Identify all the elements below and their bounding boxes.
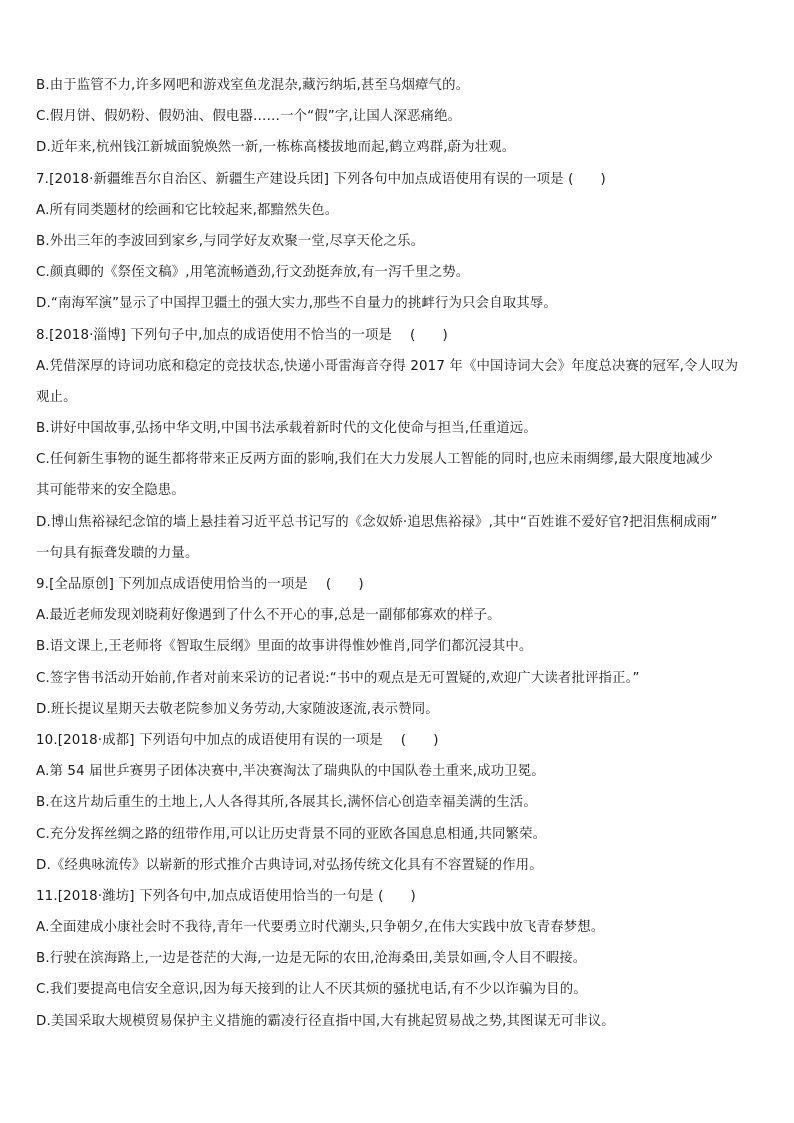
option-line: C.假月饼、假奶粉、假奶油、假电器……一个“假”字,让国人深恶痛绝。 xyxy=(36,109,462,125)
option-line-continued: 其可能带来的安全隐患。 xyxy=(36,483,185,499)
question-10-stem: 10.[2018·成都] 下列语句中加点的成语使用有误的一项是 ( ) xyxy=(36,732,439,748)
option-line: A.全面建成小康社会时不我待,青年一代要勇立时代潮头,只争朝夕,在伟大实践中放飞青春梦想。 xyxy=(36,920,605,936)
option-line: B.由于监管不力,许多网吧和游戏室鱼龙混杂,藏污纳垢,甚至乌烟瘴气的。 xyxy=(36,78,470,93)
option-line: B.讲好中国故事,弘扬中华文明,中国书法承载着新时代的文化使命与担当,任重道远。 xyxy=(36,421,537,437)
option-line: B.语文课上,王老师将《智取生辰纲》里面的故事讲得惟妙惟肖,同学们都沉浸其中。 xyxy=(36,639,533,655)
option-line: C.我们要提高电信安全意识,因为每天接到的让人不厌其烦的骚扰电话,有不少以诈骗为目的。 xyxy=(36,982,587,998)
option-line: C.颜真卿的《祭侄文稿》,用笔流畅遒劲,行文劲挺奔放,有一泻千里之势。 xyxy=(36,265,470,281)
option-line-continued: 一句具有振聋发聩的力量。 xyxy=(36,545,199,561)
option-line: C.任何新生事物的诞生都将带来正反两方面的影响,我们在大力发展人工智能的同时,也应未雨绸缪,最大限度地减少 xyxy=(36,452,714,468)
question-8-stem: 8.[2018·淄博] 下列句子中,加点的成语使用不恰当的一项是 ( ) xyxy=(36,327,448,343)
option-line: A.凭借深厚的诗词功底和稳定的竞技状态,快递小哥雷海音夺得 2017 年《中国诗词大会》年度总决赛的冠军,令人叹为 xyxy=(36,358,739,374)
question-11-stem: 11.[2018·潍坊] 下列各句中,加点成语使用恰当的一句是 ( ) xyxy=(36,888,416,904)
option-line: D.近年来,杭州钱江新城面貌焕然一新,一栋栋高楼拔地而起,鹤立鸡群,蔚为壮观。 xyxy=(36,140,516,156)
option-line: B.外出三年的李波回到家乡,与同学好友欢聚一堂,尽享天伦之乐。 xyxy=(36,233,425,249)
option-line: D.美国采取大规模贸易保护主义措施的霸凌行径直指中国,大有挑起贸易战之势,其图谋无可非议。 xyxy=(36,1013,615,1029)
option-line: B.行驶在滨海路上,一边是苍茫的大海,一边是无际的农田,沧海桑田,美景如画,令人目不暇接。 xyxy=(36,951,587,967)
exercise-text xyxy=(36,78,762,1045)
option-line: C.签字售书活动开始前,作者对前来采访的记者说:“书中的观点是无可置疑的,欢迎广大读者批评指正。” xyxy=(36,670,640,686)
option-line: D.《经典咏流传》以崭新的形式推介古典诗词,对弘扬传统文化具有不容置疑的作用。 xyxy=(36,857,543,873)
option-line-continued: 观止。 xyxy=(36,389,77,405)
option-line: B.在这片劫后重生的土地上,人人各得其所,各展其长,满怀信心创造幸福美满的生活。 xyxy=(36,795,537,811)
option-line: A.最近老师发现刘晓莉好像遇到了什么不开心的事,总是一副郁郁寡欢的样子。 xyxy=(36,608,501,624)
option-line: A.所有同类题材的绘画和它比较起来,都黯然失色。 xyxy=(36,202,339,218)
option-line: C.充分发挥丝绸之路的纽带作用,可以让历史背景不同的亚欧各国息息相通,共同繁荣。 xyxy=(36,826,547,842)
option-line: D.“南海军演”显示了中国捍卫疆土的强大实力,那些不自量力的挑衅行为只会自取其辱。 xyxy=(36,296,557,312)
option-line: A.第 54 届世乒赛男子团体决赛中,半决赛淘汰了瑞典队的中国队卷土重来,成功卫冕。 xyxy=(36,764,545,780)
option-line: D.班长提议星期天去敬老院参加义务劳动,大家随波逐流,表示赞同。 xyxy=(36,701,439,717)
question-7-stem: 7.[2018·新疆维吾尔自治区、新疆生产建设兵团] 下列各句中加点成语使用有误的一项是 ( ) xyxy=(36,171,606,187)
option-line: D.博山焦裕禄纪念馆的墙上悬挂着习近平总书记写的《念奴娇·追思焦裕禄》,其中“百姓谁不爱好官?把泪焦桐成雨” xyxy=(36,514,718,530)
question-9-stem: 9.[全品原创] 下列加点成语使用恰当的一项是 ( ) xyxy=(36,577,364,592)
